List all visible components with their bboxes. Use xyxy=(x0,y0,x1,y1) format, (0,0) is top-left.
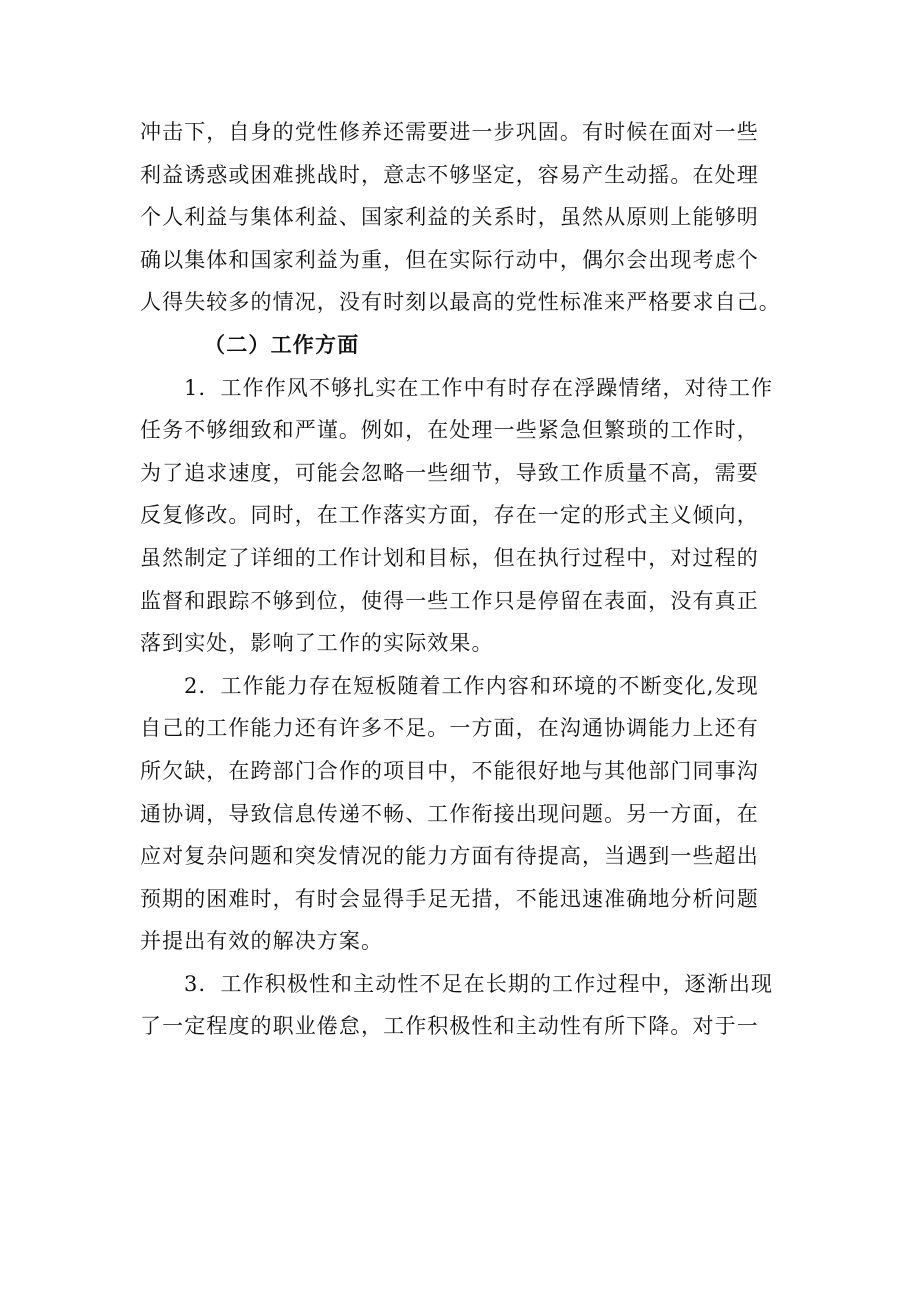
text-line: 落到实处，影响了工作的实际效果。 xyxy=(140,631,494,656)
text-line: 通协调，导致信息传递不畅、工作衔接出现问题。另一方面，在 xyxy=(140,801,759,826)
text-line: 利益诱惑或困难挑战时，意志不够坚定，容易产生动摇。在处理 xyxy=(140,162,759,187)
text-line: 任务不够细致和严谨。例如，在处理一些紧急但繁琐的工作时， xyxy=(140,418,759,443)
document-body xyxy=(140,111,800,1048)
paragraph-item-1 xyxy=(140,367,800,665)
paragraph-item-3 xyxy=(140,963,800,1048)
text-line: 2．工作能力存在短板随着工作内容和环境的不断变化,发现 xyxy=(184,673,759,698)
paragraph-intro xyxy=(140,111,800,324)
text-line: 1．工作作风不够扎实在工作中有时存在浮躁情绪，对待工作 xyxy=(184,375,774,400)
text-line: 所欠缺，在跨部门合作的项目中，不能很好地与其他部门同事沟 xyxy=(140,758,759,783)
text-line: 并提出有效的解决方案。 xyxy=(140,929,384,954)
text-line: 反复修改。同时，在工作落实方面，存在一定的形式主义倾向， xyxy=(140,503,759,528)
text-line: 预期的困难时，有时会显得手足无措，不能迅速准确地分析问题 xyxy=(140,886,759,911)
paragraph-item-2 xyxy=(140,665,800,963)
text-line: 为了追求速度，可能会忽略一些细节，导致工作质量不高，需要 xyxy=(140,460,759,485)
text-line: 个人利益与集体利益、国家利益的关系时，虽然从原则上能够明 xyxy=(140,205,759,230)
text-line: 确以集体和国家利益为重，但在实际行动中，偶尔会出现考虑个 xyxy=(140,247,759,272)
text-line: 应对复杂问题和突发情况的能力方面有待提高，当遇到一些超出 xyxy=(140,844,759,869)
text-line: 冲击下，自身的党性修养还需要进一步巩固。有时候在面对一些 xyxy=(140,120,759,144)
text-line: 人得失较多的情况，没有时刻以最高的党性标准来严格要求自己。 xyxy=(140,290,781,315)
text-line: 自己的工作能力还有许多不足。一方面，在沟通协调能力上还有 xyxy=(140,716,759,741)
text-line: 虽然制定了详细的工作计划和目标，但在执行过程中，对过程的 xyxy=(140,545,759,570)
text-line: 了一定程度的职业倦怠，工作积极性和主动性有所下降。对于一 xyxy=(140,1014,759,1039)
text-line: 监督和跟踪不够到位，使得一些工作只是停留在表面，没有真正 xyxy=(140,588,759,613)
section-heading: （二）工作方面 xyxy=(204,332,360,357)
text-line: 3．工作积极性和主动性不足在长期的工作过程中，逐渐出现 xyxy=(184,971,774,996)
